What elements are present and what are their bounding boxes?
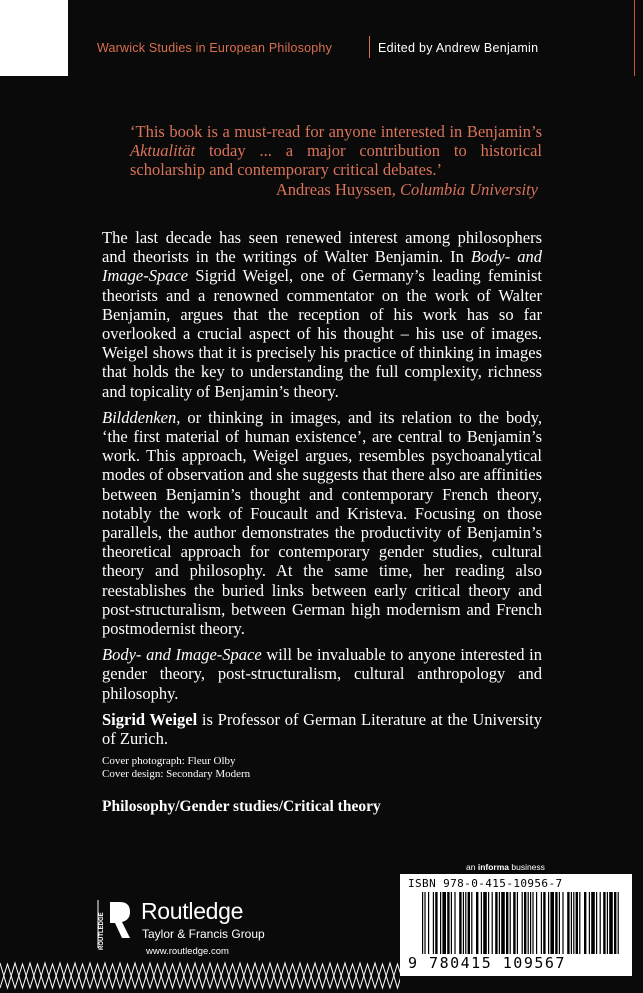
author-bio: Sigrid Weigel is Professor of German Literature at the University of Zurich.: [102, 709, 543, 749]
blurb: [102, 228, 542, 816]
endorsement-quote: [130, 122, 542, 199]
barcode-digits: 9 780415 109567: [408, 954, 566, 972]
isbn-text: ISBN 978-0-415-10956-7: [408, 877, 563, 890]
cover-credits: [102, 755, 542, 781]
series-editor: Edited by Andrew Benjamin: [378, 41, 539, 55]
svg-text:ROUTLEDGE: ROUTLEDGE: [99, 912, 105, 950]
series-title: Warwick Studies in European Philosophy: [97, 41, 333, 55]
blurb-paragraph-1: The last decade has seen renewed interest among philosophers and theorists in the writings of Walter Benjamin. In Body- and Image-Space Sigrid Weigel, one of Germany’s leading feminist theorists and a renowned commentator on the work of Walter Benjamin, argues that the reception of his work has so far overlooked a crucial aspect of his thought – his use of images. Weigel shows that it is precisely his practice of thinking in images that holds the key to understanding the full complexity, richness and topicality of Benjamin’s theory.: [102, 228, 542, 401]
design-credit: Cover design: Secondary Modern: [102, 768, 251, 781]
barcode-bars: [422, 892, 622, 954]
publisher-url: www.routledge.com: [146, 946, 229, 957]
header-divider: [369, 36, 370, 58]
edge-rule: [634, 0, 635, 76]
publisher-name: Routledge: [141, 898, 244, 924]
quote-attribution: Andreas Huyssen, Columbia University: [275, 180, 538, 199]
photo-credit: Cover photograph: Fleur Olby: [102, 755, 236, 768]
informa-tagline: an informa business: [466, 862, 545, 872]
publisher-group: Taylor & Francis Group: [142, 927, 265, 941]
routledge-logo-icon: [94, 896, 134, 952]
decorative-zigzag-border: [0, 958, 400, 993]
subject-categories: Philosophy/Gender studies/Critical theory: [102, 798, 381, 816]
quote-text: ‘This book is a must-read for anyone interested in Benjamin’s Aktualität today ... a major contribution to historical scholarship and contemporary critical debates.’: [130, 122, 542, 179]
corner-block: [0, 0, 68, 76]
barcode-box: [400, 874, 632, 976]
blurb-paragraph-2: Bilddenken, or thinking in images, and its relation to the body, ‘the first material of human existence’, are central to Benjamin’s work. This approach, Weigel argues, resembles psychoanalytical modes of observation and she suggests that there also are affinities between Benjamin’s thought and contemporary French theory, notably the work of Foucault and Kristeva. Focusing on those parallels, the author demonstrates the productivity of Benjamin’s theoretical approach for contemporary gender studies, cultural theory and philosophy. At the same time, her reading also reestablishes the buried links between early critical theory and post-structuralism, between German high modernism and French postmodernist theory.: [102, 407, 542, 639]
blurb-paragraph-3: Body- and Image-Space will be invaluable to anyone interested in gender theory, post-structuralism, cultural anthropology and philosophy.: [102, 645, 542, 703]
